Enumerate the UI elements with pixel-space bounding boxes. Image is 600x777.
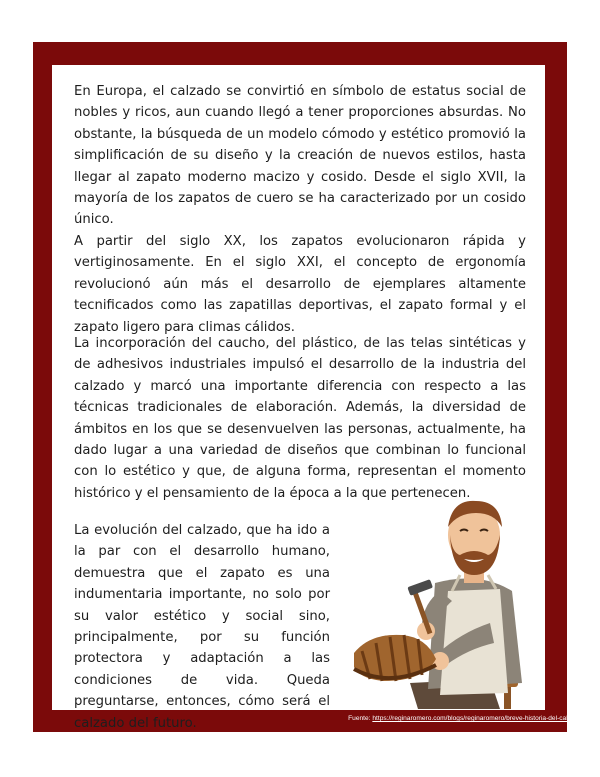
paragraph-3: La incorporación del caucho, del plástico, de las telas sintéticas y de adhesivos industriales impulsó el desarrollo de la industria del calzado y marcó una importante diferencia con respecto a las técnicas tradicionales de elaboración. Además, la diversidad de ámbitos en los que se desenvuelven las personas, actualmente, ha dado lugar a una variedad de diseños que combinan lo funcional con lo estético y que, de alguna forma, representan el momento histórico y el pensamiento de la época a la que pertenecen. [74,336,526,501]
paragraph-1: En Europa, el calzado se convirtió en símbolo de estatus social de nobles y ricos, aun cuando llegó a tener proporciones absurdas. No obstante, la búsqueda de un modelo cómodo y estético promovió la simplificación de su diseño y la creación de nuevos estilos, hasta llegar al zapato moderno macizo y cosido. Desde el siglo XVII, la mayoría de los zapatos de cuero se ha caracterizado por un cosido único. [74,84,526,228]
source-label: Fuente: [348,715,373,722]
source-link[interactable]: https://reginaromero.com/blogs/reginaromero/breve-historia-del-calzado [372,715,582,722]
source-citation [348,715,582,722]
paragraph-4: La evolución del calzado, que ha ido a la par con el desarrollo humano, demuestra que el zapato es una indumentaria importante, no solo por su valor estético y social sino, principalmente, por su función protectora y adaptación a las condiciones de vida. Queda preguntarse, entonces, cómo será el calzado del futuro. [74,523,330,731]
paragraph-2: A partir del siglo XX, los zapatos evolucionaron rápida y vertiginosamente. En el siglo XXI, el concepto de ergonomía revolucionó aún más el desarrollo de ejemplares altamente tecnificados como las zapatillas deportivas, el zapato formal y el zapato ligero para climas cálidos. [74,234,526,335]
shoemaker-illustration [340,483,530,709]
